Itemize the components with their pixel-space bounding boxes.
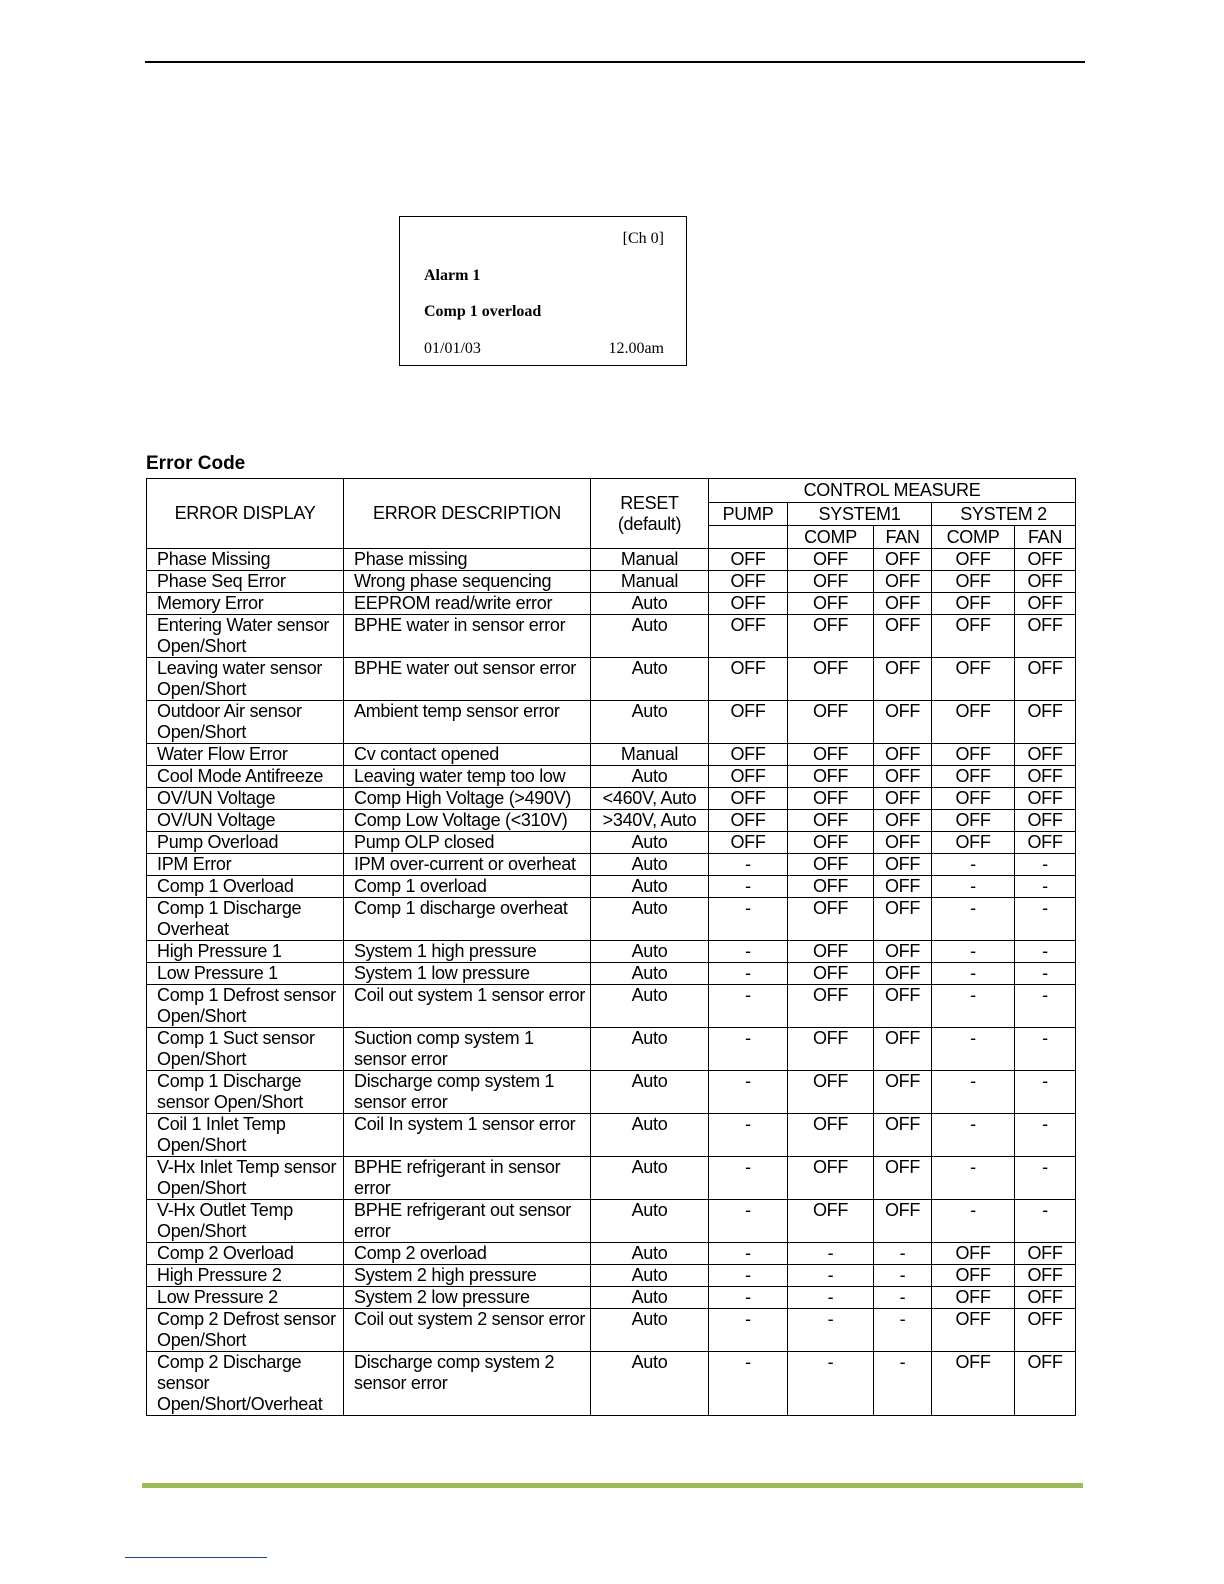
table-row (147, 1287, 1076, 1309)
cell-system2-comp: OFF (932, 571, 1015, 593)
cell-system2-comp: OFF (932, 810, 1015, 832)
cell-pump: OFF (709, 549, 788, 571)
cell-system2-fan: OFF (1015, 1265, 1076, 1287)
cell-system2-comp: - (932, 854, 1015, 876)
alarm-display-panel (399, 216, 687, 366)
cell-system1-fan: OFF (874, 1114, 932, 1157)
cell-system1-fan: OFF (874, 701, 932, 744)
header-system2-comp: COMP (932, 526, 1015, 549)
cell-pump: OFF (709, 744, 788, 766)
cell-reset: Auto (591, 985, 709, 1028)
cell-reset: >340V, Auto (591, 810, 709, 832)
table-row (147, 1157, 1076, 1200)
table-row (147, 593, 1076, 615)
cell-system2-comp: OFF (932, 766, 1015, 788)
cell-error-description: Comp 1 overload (344, 876, 591, 898)
cell-system1-comp: OFF (788, 854, 874, 876)
table-row (147, 941, 1076, 963)
cell-system1-comp: OFF (788, 1200, 874, 1243)
error-code-table (146, 478, 1076, 1416)
cell-system2-fan: - (1015, 876, 1076, 898)
cell-system2-comp: OFF (932, 788, 1015, 810)
cell-system2-comp: - (932, 876, 1015, 898)
cell-system1-comp: OFF (788, 1114, 874, 1157)
cell-system2-fan: OFF (1015, 1287, 1076, 1309)
cell-reset: Auto (591, 1309, 709, 1352)
cell-reset: Auto (591, 1200, 709, 1243)
cell-error-display: High Pressure 2 (147, 1265, 344, 1287)
cell-error-display: Entering Water sensor Open/Short (147, 615, 344, 658)
cell-system2-comp: - (932, 941, 1015, 963)
cell-error-description: Leaving water temp too low (344, 766, 591, 788)
cell-system1-comp: OFF (788, 549, 874, 571)
cell-system1-fan: OFF (874, 832, 932, 854)
cell-error-description: Comp 1 discharge overheat (344, 898, 591, 941)
table-row (147, 898, 1076, 941)
cell-error-display: Water Flow Error (147, 744, 344, 766)
cell-system2-comp: OFF (932, 615, 1015, 658)
cell-pump: - (709, 1265, 788, 1287)
cell-error-display: IPM Error (147, 854, 344, 876)
cell-system1-fan: - (874, 1265, 932, 1287)
cell-error-display: Comp 2 Discharge sensor Open/Short/Overheat (147, 1352, 344, 1416)
cell-error-description: System 2 high pressure (344, 1265, 591, 1287)
cell-error-description: Comp 2 overload (344, 1243, 591, 1265)
cell-pump: OFF (709, 571, 788, 593)
cell-error-display: Low Pressure 1 (147, 963, 344, 985)
cell-system2-comp: OFF (932, 832, 1015, 854)
cell-error-description: Coil out system 2 sensor error (344, 1309, 591, 1352)
cell-pump: OFF (709, 593, 788, 615)
cell-system2-fan: OFF (1015, 1243, 1076, 1265)
cell-system2-fan: - (1015, 1071, 1076, 1114)
cell-system2-fan: - (1015, 898, 1076, 941)
cell-system2-comp: OFF (932, 701, 1015, 744)
cell-system2-comp: - (932, 1028, 1015, 1071)
cell-system2-fan: - (1015, 1157, 1076, 1200)
cell-system1-comp: OFF (788, 658, 874, 701)
cell-system2-fan: OFF (1015, 1352, 1076, 1416)
cell-reset: Auto (591, 766, 709, 788)
cell-system1-fan: OFF (874, 876, 932, 898)
cell-system2-comp: - (932, 963, 1015, 985)
cell-error-display: Cool Mode Antifreeze (147, 766, 344, 788)
cell-system1-comp: OFF (788, 701, 874, 744)
cell-system1-fan: OFF (874, 941, 932, 963)
cell-error-display: Leaving water sensor Open/Short (147, 658, 344, 701)
cell-error-display: Comp 2 Overload (147, 1243, 344, 1265)
cell-system1-comp: OFF (788, 876, 874, 898)
cell-pump: OFF (709, 615, 788, 658)
table-row (147, 615, 1076, 658)
cell-pump: - (709, 1352, 788, 1416)
cell-pump: - (709, 963, 788, 985)
cell-system2-fan: - (1015, 985, 1076, 1028)
cell-system1-fan: OFF (874, 854, 932, 876)
cell-reset: Auto (591, 832, 709, 854)
table-row (147, 854, 1076, 876)
table-row (147, 1352, 1076, 1416)
header-error-description: ERROR DESCRIPTION (344, 479, 591, 549)
footer-rule (142, 1483, 1083, 1488)
cell-system2-fan: - (1015, 1200, 1076, 1243)
header-control-measure: CONTROL MEASURE (709, 479, 1076, 503)
cell-error-display: Comp 1 Discharge sensor Open/Short (147, 1071, 344, 1114)
cell-pump: - (709, 1114, 788, 1157)
table-row (147, 1200, 1076, 1243)
cell-system1-fan: OFF (874, 1028, 932, 1071)
header-reset-default: (default) (617, 513, 682, 534)
cell-system1-fan: OFF (874, 549, 932, 571)
cell-reset: Auto (591, 941, 709, 963)
table-row (147, 1114, 1076, 1157)
cell-system1-comp: OFF (788, 963, 874, 985)
cell-system1-comp: OFF (788, 744, 874, 766)
cell-system1-fan: OFF (874, 744, 932, 766)
cell-error-display: Comp 1 Discharge Overheat (147, 898, 344, 941)
cell-system1-fan: OFF (874, 1200, 932, 1243)
cell-pump: - (709, 1200, 788, 1243)
cell-system1-fan: - (874, 1309, 932, 1352)
cell-system2-fan: OFF (1015, 615, 1076, 658)
cell-system2-fan: OFF (1015, 571, 1076, 593)
alarm-channel: [Ch 0] (622, 230, 664, 247)
cell-system1-fan: OFF (874, 571, 932, 593)
cell-system2-comp: OFF (932, 1265, 1015, 1287)
alarm-message: Comp 1 overload (424, 303, 542, 320)
cell-system1-fan: OFF (874, 1157, 932, 1200)
cell-error-description: BPHE refrigerant out sensor error (344, 1200, 591, 1243)
header-rule (145, 61, 1085, 63)
cell-reset: Auto (591, 658, 709, 701)
cell-system2-fan: OFF (1015, 810, 1076, 832)
cell-system2-fan: - (1015, 963, 1076, 985)
cell-reset: Auto (591, 1071, 709, 1114)
cell-system1-comp: OFF (788, 766, 874, 788)
cell-reset: Auto (591, 854, 709, 876)
cell-error-description: Discharge comp system 1 sensor error (344, 1071, 591, 1114)
cell-system1-comp: OFF (788, 1071, 874, 1114)
cell-system2-fan: - (1015, 941, 1076, 963)
cell-error-display: Low Pressure 2 (147, 1287, 344, 1309)
cell-system2-fan: OFF (1015, 658, 1076, 701)
cell-system2-fan: OFF (1015, 549, 1076, 571)
error-code-heading: Error Code (146, 453, 246, 474)
cell-pump: OFF (709, 832, 788, 854)
cell-pump: - (709, 1157, 788, 1200)
cell-reset: Auto (591, 593, 709, 615)
cell-error-description: Comp High Voltage (>490V) (344, 788, 591, 810)
alarm-time: 12.00am (608, 340, 664, 357)
cell-error-display: Comp 1 Suct sensor Open/Short (147, 1028, 344, 1071)
cell-system2-comp: OFF (932, 744, 1015, 766)
cell-system2-fan: OFF (1015, 744, 1076, 766)
cell-error-display: OV/UN Voltage (147, 788, 344, 810)
cell-error-display: High Pressure 1 (147, 941, 344, 963)
cell-system1-fan: OFF (874, 1071, 932, 1114)
cell-system1-fan: OFF (874, 593, 932, 615)
cell-system1-fan: OFF (874, 810, 932, 832)
table-row (147, 1071, 1076, 1114)
cell-system2-comp: OFF (932, 549, 1015, 571)
cell-system1-fan: - (874, 1243, 932, 1265)
cell-system2-fan: OFF (1015, 788, 1076, 810)
cell-system1-comp: OFF (788, 788, 874, 810)
header-pump-blank (709, 526, 788, 549)
table-row (147, 985, 1076, 1028)
header-system1-fan: FAN (874, 526, 932, 549)
cell-reset: Auto (591, 1114, 709, 1157)
header-system2-fan: FAN (1015, 526, 1076, 549)
cell-system2-comp: OFF (932, 1287, 1015, 1309)
cell-reset: Auto (591, 1265, 709, 1287)
cell-error-description: Comp Low Voltage (<310V) (344, 810, 591, 832)
table-row (147, 1243, 1076, 1265)
cell-system1-comp: - (788, 1287, 874, 1309)
cell-error-description: Wrong phase sequencing (344, 571, 591, 593)
cell-system2-fan: OFF (1015, 766, 1076, 788)
table-row (147, 1265, 1076, 1287)
cell-pump: - (709, 876, 788, 898)
cell-pump: - (709, 1071, 788, 1114)
cell-reset: Auto (591, 963, 709, 985)
cell-error-description: Cv contact opened (344, 744, 591, 766)
cell-error-description: EEPROM read/write error (344, 593, 591, 615)
cell-system1-comp: - (788, 1309, 874, 1352)
cell-error-display: Phase Seq Error (147, 571, 344, 593)
cell-system2-comp: OFF (932, 1243, 1015, 1265)
cell-error-description: Pump OLP closed (344, 832, 591, 854)
table-row (147, 1309, 1076, 1352)
cell-reset: Auto (591, 701, 709, 744)
header-system2: SYSTEM 2 (932, 503, 1076, 526)
cell-system1-comp: - (788, 1265, 874, 1287)
cell-system1-fan: OFF (874, 615, 932, 658)
cell-system1-fan: OFF (874, 658, 932, 701)
cell-system1-fan: - (874, 1287, 932, 1309)
cell-reset: Auto (591, 1243, 709, 1265)
table-row (147, 766, 1076, 788)
cell-reset: Auto (591, 1287, 709, 1309)
alarm-date: 01/01/03 (424, 340, 481, 357)
cell-system2-fan: - (1015, 854, 1076, 876)
cell-system1-comp: OFF (788, 985, 874, 1028)
cell-pump: - (709, 985, 788, 1028)
cell-error-description: System 1 high pressure (344, 941, 591, 963)
cell-reset: Auto (591, 1157, 709, 1200)
cell-error-display: Comp 1 Defrost sensor Open/Short (147, 985, 344, 1028)
cell-system1-comp: OFF (788, 832, 874, 854)
cell-pump: - (709, 898, 788, 941)
cell-system1-comp: OFF (788, 1157, 874, 1200)
cell-system2-fan: OFF (1015, 832, 1076, 854)
table-row (147, 571, 1076, 593)
cell-pump: OFF (709, 701, 788, 744)
cell-error-description: IPM over-current or overheat (344, 854, 591, 876)
cell-system1-comp: OFF (788, 810, 874, 832)
cell-error-description: BPHE water out sensor error (344, 658, 591, 701)
cell-pump: OFF (709, 658, 788, 701)
cell-error-display: Comp 2 Defrost sensor Open/Short (147, 1309, 344, 1352)
table-body (147, 549, 1076, 1416)
table-row (147, 549, 1076, 571)
alarm-title: Alarm 1 (424, 267, 481, 284)
table-row (147, 1028, 1076, 1071)
cell-system1-fan: OFF (874, 985, 932, 1028)
table-row (147, 876, 1076, 898)
cell-error-description: Coil In system 1 sensor error (344, 1114, 591, 1157)
cell-reset: Auto (591, 876, 709, 898)
cell-error-display: Phase Missing (147, 549, 344, 571)
cell-error-display: V-Hx Outlet Temp Open/Short (147, 1200, 344, 1243)
cell-reset: Manual (591, 571, 709, 593)
cell-pump: - (709, 1028, 788, 1071)
header-reset (591, 479, 709, 549)
cell-reset: Manual (591, 549, 709, 571)
cell-error-display: OV/UN Voltage (147, 810, 344, 832)
cell-system2-comp: OFF (932, 1309, 1015, 1352)
cell-error-display: Pump Overload (147, 832, 344, 854)
cell-system2-comp: OFF (932, 1352, 1015, 1416)
cell-pump: OFF (709, 766, 788, 788)
header-pump: PUMP (709, 503, 788, 526)
cell-error-description: Phase missing (344, 549, 591, 571)
cell-error-display: Outdoor Air sensor Open/Short (147, 701, 344, 744)
header-system1: SYSTEM1 (788, 503, 932, 526)
cell-error-description: BPHE water in sensor error (344, 615, 591, 658)
cell-reset: <460V, Auto (591, 788, 709, 810)
cell-error-display: Coil 1 Inlet Temp Open/Short (147, 1114, 344, 1157)
header-error-display: ERROR DISPLAY (147, 479, 344, 549)
cell-pump: - (709, 1309, 788, 1352)
cell-system2-fan: - (1015, 1028, 1076, 1071)
cell-error-description: System 2 low pressure (344, 1287, 591, 1309)
cell-system1-fan: OFF (874, 963, 932, 985)
cell-system1-comp: OFF (788, 615, 874, 658)
cell-reset: Auto (591, 898, 709, 941)
cell-pump: - (709, 941, 788, 963)
header-reset-label: RESET (620, 492, 679, 513)
table-row (147, 832, 1076, 854)
cell-system1-comp: OFF (788, 593, 874, 615)
cell-pump: - (709, 854, 788, 876)
cell-system1-comp: OFF (788, 571, 874, 593)
cell-reset: Auto (591, 1352, 709, 1416)
cell-system2-comp: - (932, 1114, 1015, 1157)
cell-reset: Auto (591, 615, 709, 658)
cell-system1-fan: - (874, 1352, 932, 1416)
cell-system2-fan: OFF (1015, 593, 1076, 615)
cell-system1-comp: - (788, 1243, 874, 1265)
cell-system2-comp: - (932, 1157, 1015, 1200)
cell-system1-fan: OFF (874, 898, 932, 941)
cell-error-description: Ambient temp sensor error (344, 701, 591, 744)
cell-pump: OFF (709, 788, 788, 810)
cell-system1-comp: OFF (788, 1028, 874, 1071)
cell-pump: - (709, 1287, 788, 1309)
cell-system1-comp: OFF (788, 941, 874, 963)
table-row (147, 810, 1076, 832)
cell-system2-fan: - (1015, 1114, 1076, 1157)
cell-system2-fan: OFF (1015, 701, 1076, 744)
cell-system2-comp: - (932, 1071, 1015, 1114)
cell-pump: - (709, 1243, 788, 1265)
cell-system1-fan: OFF (874, 766, 932, 788)
cell-error-description: System 1 low pressure (344, 963, 591, 985)
table-row (147, 744, 1076, 766)
footer-link-underline (125, 1557, 267, 1558)
cell-error-description: Discharge comp system 2 sensor error (344, 1352, 591, 1416)
cell-system2-comp: - (932, 985, 1015, 1028)
cell-system1-comp: - (788, 1352, 874, 1416)
cell-pump: OFF (709, 810, 788, 832)
cell-error-description: Suction comp system 1 sensor error (344, 1028, 591, 1071)
table-row (147, 788, 1076, 810)
table-row (147, 701, 1076, 744)
cell-system2-fan: OFF (1015, 1309, 1076, 1352)
table-row (147, 658, 1076, 701)
cell-system1-fan: OFF (874, 788, 932, 810)
cell-system2-comp: OFF (932, 658, 1015, 701)
cell-error-display: Comp 1 Overload (147, 876, 344, 898)
table-row (147, 963, 1076, 985)
header-system1-comp: COMP (788, 526, 874, 549)
cell-error-display: Memory Error (147, 593, 344, 615)
cell-error-description: Coil out system 1 sensor error (344, 985, 591, 1028)
cell-reset: Auto (591, 1028, 709, 1071)
table-header (147, 479, 1076, 549)
cell-error-display: V-Hx Inlet Temp sensor Open/Short (147, 1157, 344, 1200)
cell-system1-comp: OFF (788, 898, 874, 941)
cell-error-description: BPHE refrigerant in sensor error (344, 1157, 591, 1200)
cell-system2-comp: OFF (932, 593, 1015, 615)
cell-reset: Manual (591, 744, 709, 766)
cell-system2-comp: - (932, 898, 1015, 941)
cell-system2-comp: - (932, 1200, 1015, 1243)
